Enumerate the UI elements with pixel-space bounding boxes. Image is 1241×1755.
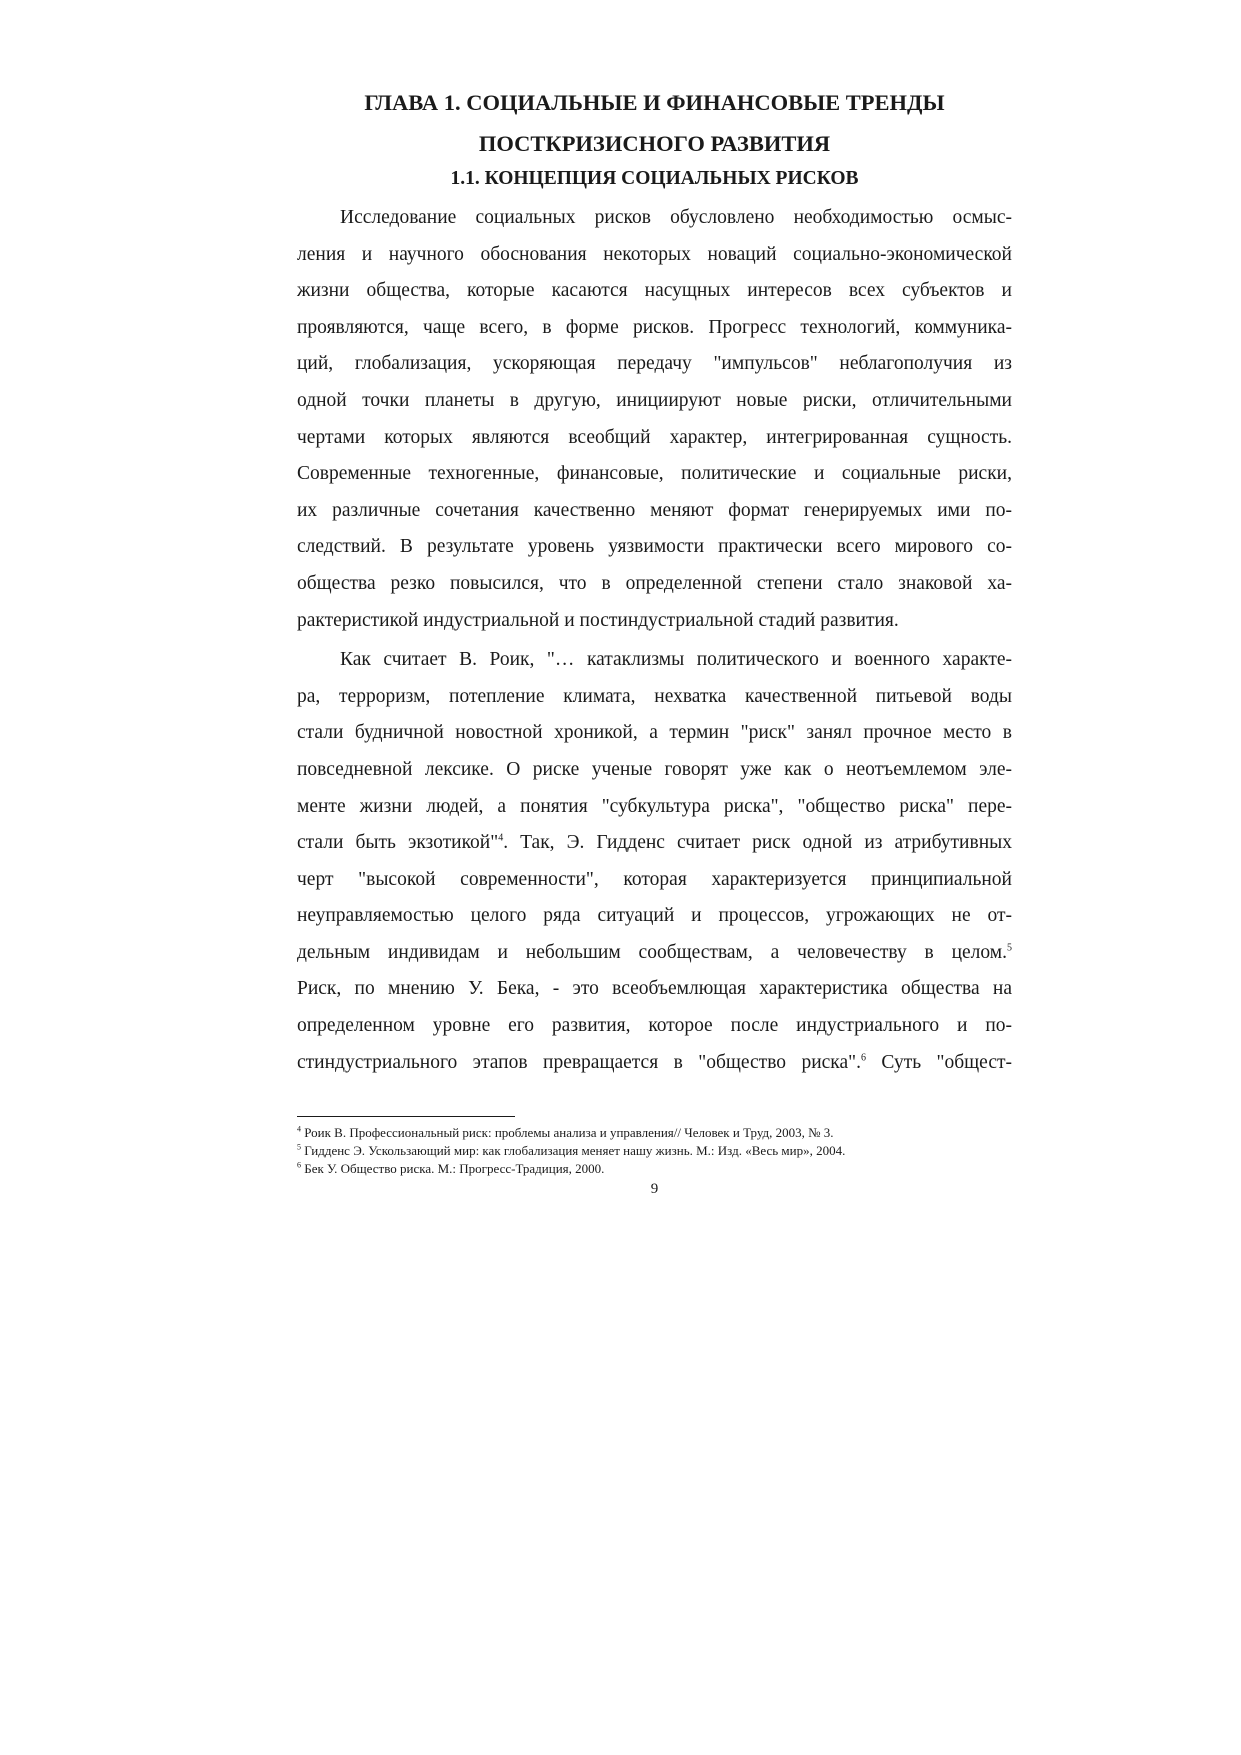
text-line: определенном уровне его развития, которое после индустриального и по-	[297, 1015, 1012, 1037]
text-line: одной точки планеты в другую, инициируют новые риски, отличительными	[297, 389, 1012, 411]
text-line: черт "высокой современности", которая характеризуется принципиальной	[297, 868, 1012, 890]
text-line: Как считает В. Роик, "… катаклизмы политического и военного характе-	[340, 649, 1012, 671]
text-line: менте жизни людей, а понятия "субкультура риска", "общество риска" пере-	[297, 795, 1012, 817]
footnote-ref-4[interactable]: 4	[498, 832, 504, 844]
text-line: следствий. В результате уровень уязвимости практически всего мирового со-	[297, 536, 1012, 558]
text-line: общества резко повысился, что в определенной степени стало знаковой ха-	[297, 572, 1012, 594]
chapter-title	[297, 82, 1012, 164]
footnote-divider	[297, 1116, 515, 1117]
text-line	[297, 825, 1012, 862]
footnote-4	[297, 1124, 1012, 1142]
text-line	[297, 935, 1012, 972]
text-line: проявляются, чаще всего, в форме рисков. Прогресс технологий, коммуника-	[297, 316, 1012, 338]
text-line: стали будничной новостной хроникой, а термин "риск" занял прочное место в	[297, 722, 1012, 744]
chapter-title-line1: ГЛАВА 1. СОЦИАЛЬНЫЕ И ФИНАНСОВЫЕ ТРЕНДЫ	[364, 90, 945, 115]
footnote-5	[297, 1142, 1012, 1160]
text-line: чертами которых являются всеобщий характер, интегрированная сущность.	[297, 426, 1012, 448]
text-line: жизни общества, которые касаются насущных интересов всех субъектов и	[297, 280, 1012, 302]
text-line: неуправляемостью целого ряда ситуаций и процессов, угрожающих не от-	[297, 905, 1012, 927]
text-line: Риск, по мнению У. Бека, - это всеобъемлющая характеристика общества на	[297, 978, 1012, 1000]
text-line: ления и научного обоснования некоторых новаций социально-экономической	[297, 243, 1012, 265]
text-line: Исследование социальных рисков обусловлено необходимостью осмыс-	[340, 207, 1012, 228]
text-line: рактеристикой индустриальной и постиндустриальной стадий развития.	[297, 609, 899, 631]
footnote-ref-6[interactable]: 6	[860, 1052, 866, 1064]
text-line: ций, глобализация, ускоряющая передачу "импульсов" неблагополучия из	[297, 353, 1012, 375]
footnote-text: Роик В. Профессиональный риск: проблемы анализа и управления// Человек и Труд, 2003, № 3.	[304, 1125, 834, 1140]
text-line	[297, 1045, 1012, 1082]
section-title: 1.1. КОНЦЕПЦИЯ СОЦИАЛЬНЫХ РИСКОВ	[450, 168, 859, 189]
text-line: ра, терроризм, потепление климата, нехватка качественной питьевой воды	[297, 685, 1012, 707]
line-text: . Так, Э. Гидденс считает риск одной из атрибутивных	[503, 832, 1012, 854]
line-text: Суть "общест-	[865, 1051, 1012, 1073]
line-text: дельным индивидам и небольшим сообществам, а человечеству в целом.	[297, 941, 1007, 963]
line-text: стиндустриального этапов превращается в "общество риска".	[297, 1051, 861, 1073]
footnote-6	[297, 1160, 1012, 1178]
text-line: их различные сочетания качественно меняют формат генерируемых ими по-	[297, 499, 1012, 521]
footnote-ref-5[interactable]: 5	[1007, 942, 1012, 954]
paragraph-1	[297, 200, 1012, 639]
footnote-number: 6	[297, 1160, 301, 1170]
page-number: 9	[650, 1181, 659, 1197]
chapter-title-line2: ПОСТКРИЗИСНОГО РАЗВИТИЯ	[478, 131, 831, 156]
line-text: стали быть экзотикой"	[297, 832, 499, 854]
footnote-number: 5	[297, 1142, 301, 1152]
footnote-text: Гидденс Э. Ускользающий мир: как глобализация меняет нашу жизнь. М.: Изд. «Весь мир», 2004.	[304, 1143, 846, 1158]
text-line: повседневной лексике. О риске ученые говорят уже как о неотъемлемом эле-	[297, 758, 1012, 780]
footnotes	[297, 1124, 1012, 1178]
page-body	[297, 82, 1012, 1081]
footnote-number: 4	[297, 1124, 301, 1134]
paragraph-2	[297, 642, 1012, 1081]
footnote-text: Бек У. Общество риска. М.: Прогресс-Традиция, 2000.	[304, 1161, 605, 1176]
text-line: Современные техногенные, финансовые, политические и социальные риски,	[297, 463, 1012, 485]
